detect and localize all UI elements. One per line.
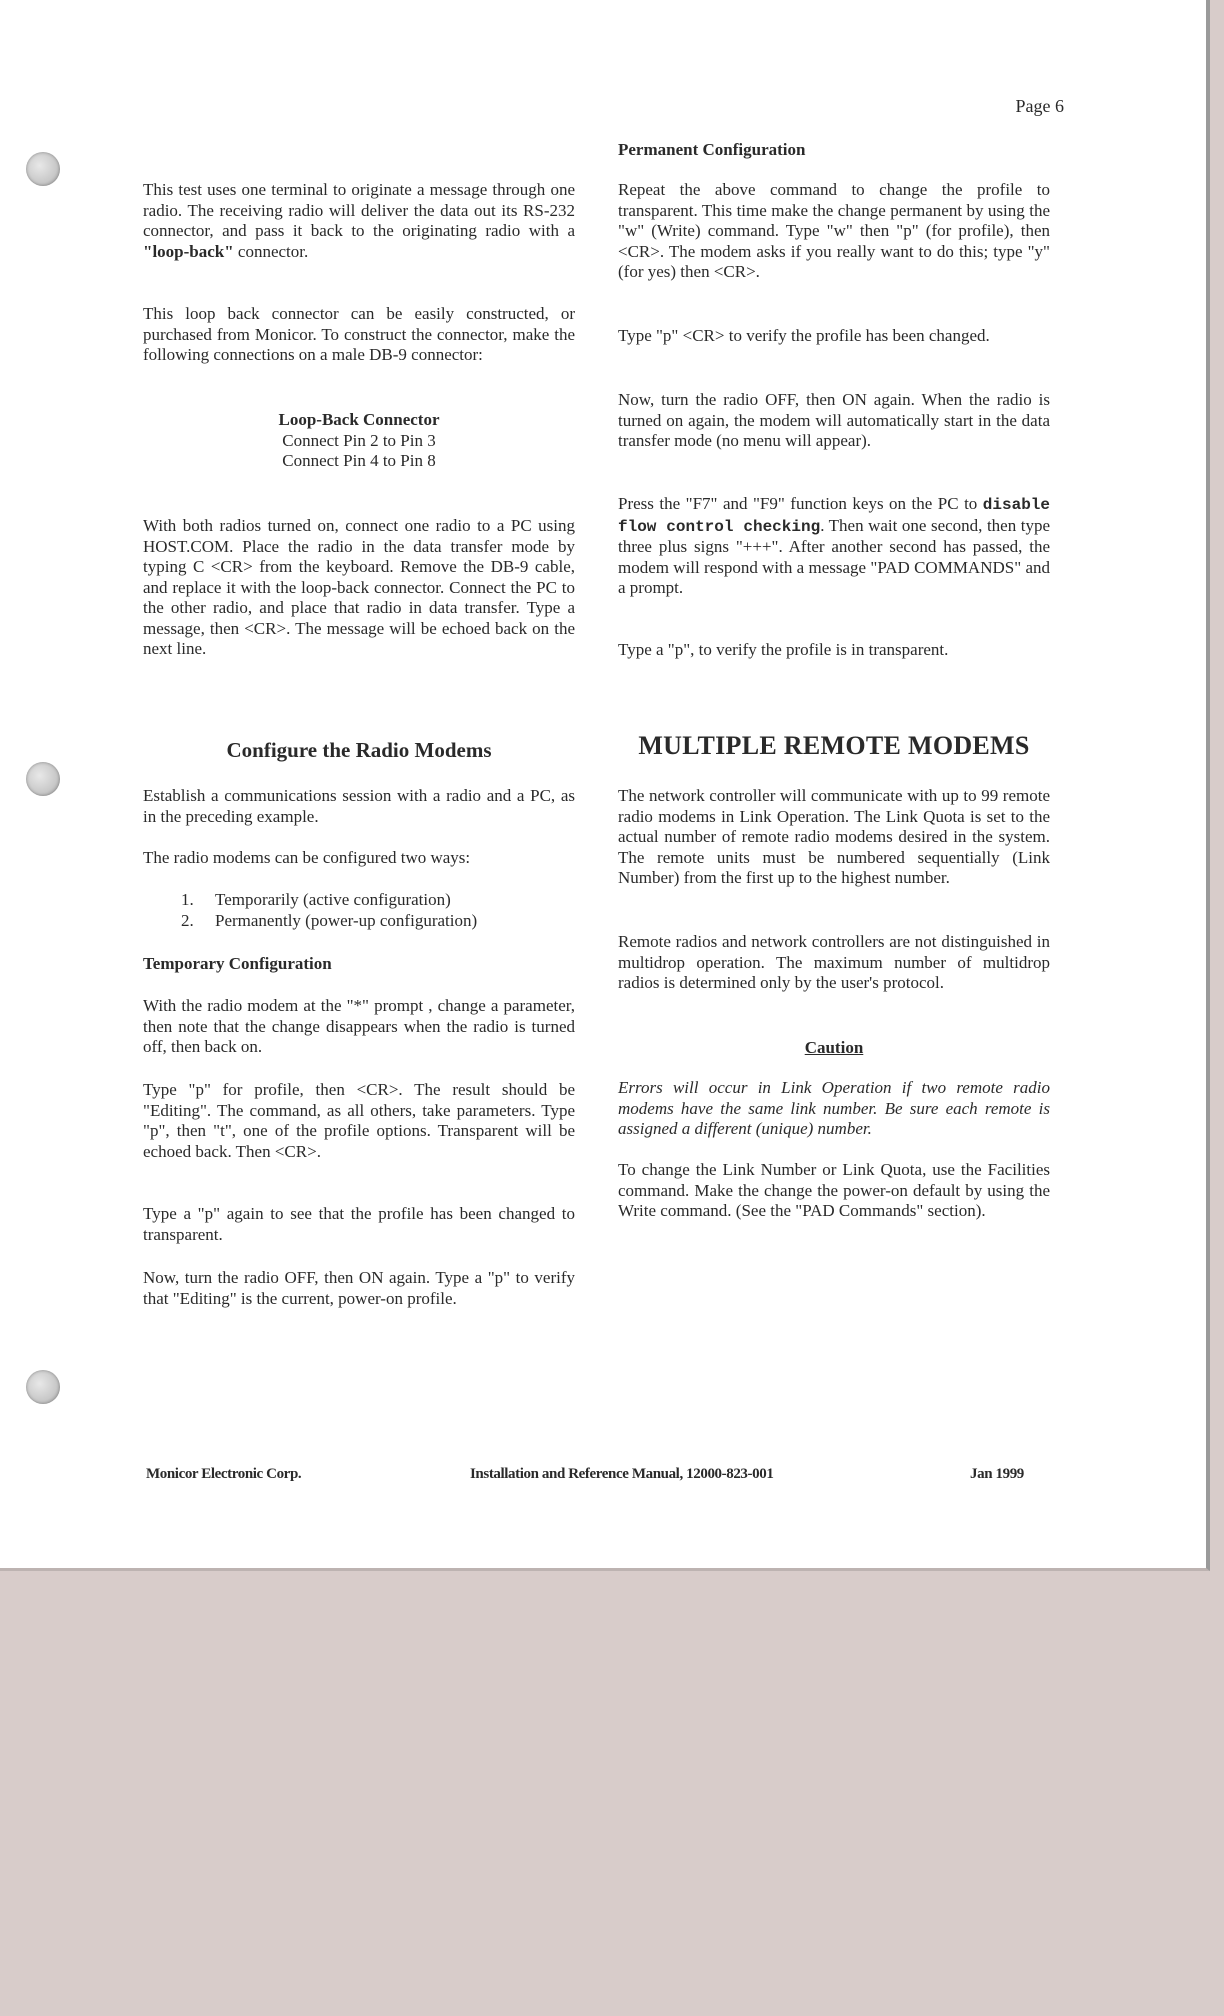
- binder-hole-icon: [26, 1370, 60, 1404]
- list-item: 2. Permanently (power-up configuration): [181, 910, 478, 930]
- paragraph: Now, turn the radio OFF, then ON again. Type a "p" to verify that "Editing" is the current, power-on profile.: [143, 1268, 575, 1308]
- paragraph: With the radio modem at the "*" prompt , change a parameter, then note that the change disappears when the radio is turned off, then back on.: [143, 996, 575, 1056]
- paragraph: To change the Link Number or Link Quota, use the Facilities command. Make the change the power-on default by using the Write command. (See the "PAD Commands" section).: [618, 1160, 1050, 1220]
- footer-date: Jan 1999: [970, 1466, 1024, 1482]
- caution-text: Errors will occur in Link Operation if two remote radio modems have the same link number. Be sure each remote is assigned a different (unique) number.: [618, 1078, 1050, 1138]
- paragraph: Type "p" for profile, then <CR>. The result should be "Editing". The command, as all others, take parameters. Type "p", then "t", one of the profile options. Transparent will be echoed back. Then <CR>.: [143, 1080, 575, 1161]
- paragraph: Type a "p", to verify the profile is in transparent.: [618, 640, 949, 659]
- paragraph: Type a "p" again to see that the profile has been changed to transparent.: [143, 1204, 575, 1244]
- paragraph: Remote radios and network controllers are not distinguished in multidrop operation. The maximum number of multidrop radios is determined only by the user's protocol.: [618, 932, 1050, 992]
- loopback-block: [143, 410, 575, 472]
- caution-heading: Caution: [804, 1038, 864, 1057]
- numbered-list: [143, 890, 613, 931]
- paragraph: With both radios turned on, connect one radio to a PC using HOST.COM. Place the radio in the data transfer mode by typing C <CR> from the keyboard. Remove the DB-9 cable, and replace it with the loop-back connector. Connect the PC to the other radio, and place that radio in data transfer. Type a message, then <CR>. The message will be echoed back on the next line.: [143, 516, 575, 658]
- page-number: Page 6: [1015, 96, 1064, 116]
- footer-company: Monicor Electronic Corp.: [146, 1466, 302, 1482]
- paragraph: Establish a communications session with a radio and a PC, as in the preceding example.: [143, 786, 575, 826]
- paragraph: This test uses one terminal to originate a message through one radio. The receiving radio will deliver the data out its RS-232 connector, and pass it back to the originating radio with a "loop-back" connector.: [143, 180, 575, 261]
- paragraph: Type "p" <CR> to verify the profile has been changed.: [618, 326, 990, 345]
- paragraph: Press the "F7" and "F9" function keys on the PC to disable flow control checking. Then wait one second, then type three plus signs "+++". After another second has passed, the modem will respond with a message "PAD COMMANDS" and a prompt.: [618, 494, 1050, 597]
- paragraph: The radio modems can be configured two ways:: [143, 848, 471, 867]
- paragraph: Repeat the above command to change the profile to transparent. This time make the change permanent by using the "w" (Write) command. Type "w" then "p" (for profile), then <CR>. The modem asks if you really want to do this; type "y" (for yes) then <CR>.: [618, 180, 1050, 281]
- paragraph: Now, turn the radio OFF, then ON again. When the radio is turned on again, the modem will automatically start in the data transfer mode (no menu will appear).: [618, 390, 1050, 450]
- footer-manual-title: Installation and Reference Manual, 12000-823-001: [470, 1466, 774, 1482]
- loopback-title: Loop-Back Connector: [278, 410, 440, 429]
- loopback-line: Connect Pin 4 to Pin 8: [282, 451, 436, 470]
- binder-hole-icon: [26, 762, 60, 796]
- subheading: Permanent Configuration: [618, 140, 806, 159]
- section-heading: MULTIPLE REMOTE MODEMS: [638, 731, 1030, 760]
- paragraph: The network controller will communicate with up to 99 remote radio modems in Link Operation. The Link Quota is set to the actual number of remote radio modems desired in the system. The remote units must be numbered sequentially (Link Number) from the first up to the highest number.: [618, 786, 1050, 887]
- paragraph: This loop back connector can be easily constructed, or purchased from Monicor. To construct the connector, make the following connections on a male DB-9 connector:: [143, 304, 575, 364]
- loopback-line: Connect Pin 2 to Pin 3: [282, 430, 436, 450]
- list-item: 1. Temporarily (active configuration): [181, 890, 451, 909]
- left-column: [143, 180, 575, 262]
- subheading: Temporary Configuration: [143, 954, 332, 973]
- binder-hole-icon: [26, 152, 60, 186]
- section-heading: Configure the Radio Modems: [226, 738, 492, 762]
